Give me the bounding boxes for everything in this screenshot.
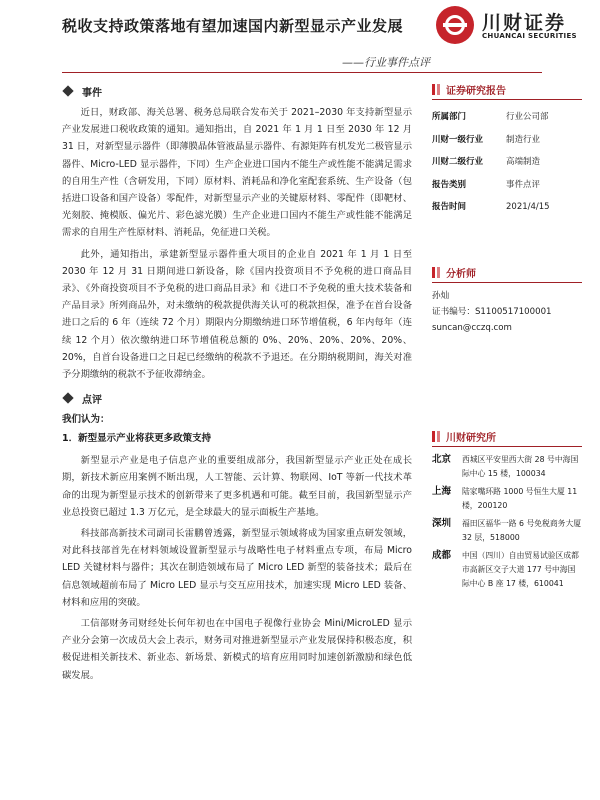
analyst-name: 孙灿	[432, 290, 450, 301]
logo-english-name: CHUANCAI SECURITIES	[482, 32, 577, 40]
report-title: 税收支持政策落地有望加速国内新型显示产业发展	[62, 17, 404, 35]
report-header	[0, 0, 600, 80]
institute-heading: 川财研究所	[432, 429, 582, 447]
comment-paragraph-1: 新型显示产业是电子信息产业的重要组成部分，我国新型显示产业正处在成长期，新技术新应用案例不断出现，人工智能、云计算、物联网、IoT 等新一代技术革命的出现为新型显示技术的创新带来了更多机遇和可能。截至目前，我国新型显示产业总投资已超过 1.3 万亿元，是全球最大的显示面板生产基地。	[62, 455, 412, 518]
analyst-heading: 分析师	[432, 265, 582, 283]
event-section-heading: 事件	[62, 82, 412, 100]
office-entry: 北京 西城区平安里西大街 28 号中海国际中心 15 楼，100034	[432, 453, 579, 478]
logo-emblem-icon	[436, 6, 474, 44]
info-row: 所属部门 行业公司部	[432, 112, 549, 122]
office-entry: 成都 中国（四川）自由贸易试验区成都市高新区交子大道 177 号中海国际中心 B 座 17 楼，610041	[432, 549, 579, 588]
comment-paragraph-3: 工信部财务司财经处长何年初也在中国电子视像行业协会 Mini/MicroLED 显示产业分会第一次成员大会上表示，财务司对推进新型显示产业发展保持积极态度，积极促进相关新技术、新业态、新场景、新模式的培育应用同时加速创新激励和绿色低碳发展。	[62, 618, 412, 681]
info-row: 报告类别 事件点评	[432, 179, 541, 190]
diamond-bullet-icon	[62, 85, 73, 96]
flag-icon	[432, 84, 435, 95]
comment-section-heading: 点评	[62, 389, 412, 407]
report-info-heading: 证券研究报告	[432, 82, 582, 100]
office-entry: 深圳 福田区福华一路 6 号免税商务大厦 32 层，518000	[432, 517, 582, 542]
sidebar	[432, 82, 582, 595]
analyst-cert: 证书编号：S1100517100001	[432, 306, 552, 317]
office-entry: 上海 陆家嘴环路 1000 号恒生大厦 11 楼，200120	[432, 485, 578, 510]
info-row: 报告时间 2021/4/15	[432, 202, 550, 212]
company-logo	[436, 6, 586, 46]
flag-icon	[432, 431, 435, 442]
report-subtitle: ——行业事件点评	[342, 56, 430, 69]
comment-intro: 我们认为：	[62, 414, 110, 426]
main-content	[62, 82, 412, 688]
info-row: 川财二级行业 高端制造	[432, 157, 541, 167]
info-row: 川财一级行业 制造行业	[432, 134, 541, 145]
logo-chinese-name: 川财证券	[482, 12, 567, 34]
comment-paragraph-2: 科技部高新技术司副司长雷鹏曾透露，新型显示领域将成为国家重点研发领域，对此科技部首先在材料领域设置新型显示与战略性电子材料重点专项，布局 Micro LED 关键材料与器件；其次在制造领域布局了 Micro LED 新型的装备技术；最后在信息领域超前布局了 Micro LED 显示与交互应用技术，加速实现 Micro LED 装备、材料和应用的突破。	[62, 528, 412, 608]
report-info-table	[432, 106, 582, 219]
point-1-title: 1．新型显示产业将获更多政策支持	[62, 433, 212, 445]
flag-icon	[432, 267, 435, 278]
header-divider	[62, 72, 542, 73]
analyst-email[interactable]: suncan@cczq.com	[432, 322, 512, 333]
event-paragraph-1: 近日，财政部、海关总署、税务总局联合发布关于 2021–2030 年支持新型显示产业发展进口税收政策的通知。通知指出，自 2021 年 1 月 1 日至 2030 年 12 月 31 日，对新型显示器件（即薄膜晶体管液晶显示器件、有源矩阵有机发光二极管显示器件、Micro-LED 显示器件，下同）生产企业进口国内不能生产或性能不能满足需求的自用生产性（含研发用，下同）原材料、消耗品和净化室配套系统、生产设备（包括进口设备和国产设备）零配件，对新型显示产业的关键原材料、零配件（即靶材、光刻胶、掩模版、偏光片、彩色滤光膜）生产企业进口国内不能生产或性能不能满足需求的自用生产性原材料、消耗品，免征进口关税。	[62, 107, 412, 239]
event-paragraph-2: 此外，通知指出，承建新型显示器件重大项目的企业自 2021 年 1 月 1 日至 2030 年 12 月 31 日期间进口新设备，除《国内投资项目不予免税的进口商品目录》、《外商投资项目不予免税的进口商品目录》和《进口不予免税的重大技术装备和产品目录》所列商品外，对未缴纳的税款提供海关认可的税款担保，准予在首台设备进口之后的 6 年（连续 72 个月）期限内分期缴纳进口环节增值税，6 年内每年（连续 12 个月）依次缴纳进口环节增值税总额的 0%、20%、20%、20%、20%、20%，自首台设备进口之日起已经缴纳的税款不予退还。在分期纳税期间，海关对准予分期缴纳的税款不予征收滞纳金。	[62, 248, 412, 381]
diamond-bullet-icon	[62, 393, 73, 404]
